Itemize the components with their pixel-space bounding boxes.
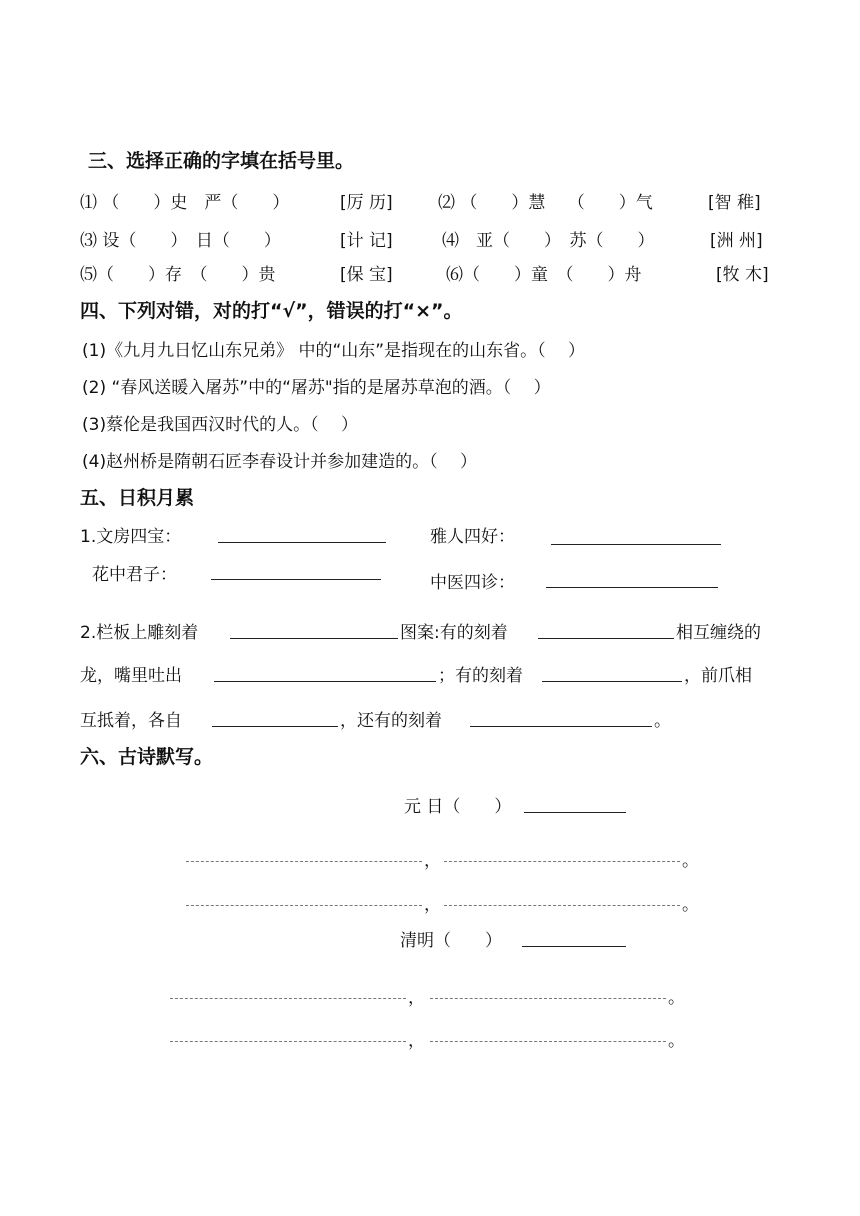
s5-blank-4[interactable] xyxy=(542,663,682,682)
poem-1-period-2: 。 xyxy=(682,895,699,915)
s5-q1c-blank[interactable] xyxy=(211,561,381,580)
poem-2-author-blank[interactable] xyxy=(522,928,626,947)
poem-1-title: 元 日（ ） xyxy=(404,797,512,817)
poem-1-period-1: 。 xyxy=(682,851,699,871)
poem-1-comma-2: ， xyxy=(424,895,441,915)
poem-1-line-2a[interactable] xyxy=(186,887,422,906)
poem-2-line-1b[interactable] xyxy=(430,980,666,999)
s3-row1-right: ⑵ （ ）慧 （ ）气 xyxy=(438,193,653,213)
s5-blank-6[interactable] xyxy=(470,708,652,727)
s4-item-3: (3)蔡伦是我国西汉时代的人。（ ） xyxy=(82,415,358,435)
s5-q1a-label: 1.文房四宝： xyxy=(80,527,182,547)
s5-q1d-blank[interactable] xyxy=(546,569,718,588)
s3-row3-left: ⑸（ ）存 （ ）贵 xyxy=(80,265,276,285)
section-4-title: 四、下列对错，对的打“√”，错误的打“×”。 xyxy=(80,300,463,322)
s3-row2-right-options: [洲 州] xyxy=(710,231,763,251)
s5-p7: 互抵着，各自 xyxy=(80,711,182,731)
s5-p1: 2.栏板上雕刻着 xyxy=(80,623,199,643)
s5-p3: 相互缠绕的 xyxy=(676,623,761,643)
s5-blank-2[interactable] xyxy=(538,620,674,639)
s3-row3-right-options: [牧 木] xyxy=(716,265,769,285)
s5-q1b-blank[interactable] xyxy=(551,526,721,545)
s4-item-2: (2) “春风送暖入屠苏”中的“屠苏"指的是屠苏草泡的酒。（ ） xyxy=(82,378,551,398)
s5-p8: ，还有的刻着 xyxy=(340,711,442,731)
s5-q1d-label: 中医四诊： xyxy=(430,573,515,593)
poem-2-line-2a[interactable] xyxy=(170,1023,406,1042)
s5-blank-3[interactable] xyxy=(214,663,436,682)
s3-row1-left: ⑴ （ ）史 严（ ） xyxy=(80,193,290,213)
s4-item-1: (1)《九月九日忆山东兄弟》 中的“山东”是指现在的山东省。（ ） xyxy=(82,341,586,361)
s5-q1a-blank[interactable] xyxy=(218,524,386,543)
s3-row2-left: ⑶ 设（ ） 日（ ） xyxy=(80,231,281,251)
s5-p5: ；有的刻着 xyxy=(438,666,523,686)
poem-2-title: 清明（ ） xyxy=(400,931,502,951)
poem-1-comma-1: ， xyxy=(424,851,441,871)
section-3-title: 三、选择正确的字填在括号里。 xyxy=(88,150,355,172)
s5-p2: 图案:有的刻着 xyxy=(400,623,508,643)
poem-2-comma-2: ， xyxy=(408,1031,425,1051)
s3-row2-left-options: [计 记] xyxy=(340,231,393,251)
s5-q1b-label: 雅人四好： xyxy=(430,527,515,547)
s5-blank-5[interactable] xyxy=(212,708,338,727)
poem-1-author-blank[interactable] xyxy=(524,794,626,813)
s5-p6: ，前爪相 xyxy=(684,666,752,686)
poem-2-period-1: 。 xyxy=(668,988,685,1008)
s3-row1-left-options: [厉 历] xyxy=(340,193,393,213)
s3-row1-right-options: [智 稚] xyxy=(708,193,761,213)
poem-2-line-1a[interactable] xyxy=(170,980,406,999)
s3-row3-right: ⑹（ ）童 （ ）舟 xyxy=(446,265,642,285)
poem-2-line-2b[interactable] xyxy=(430,1023,666,1042)
s4-item-4: (4)赵州桥是隋朝石匠李春设计并参加建造的。（ ） xyxy=(82,452,477,472)
poem-1-line-1a[interactable] xyxy=(186,843,422,862)
poem-1-line-2b[interactable] xyxy=(444,887,680,906)
s5-p4: 龙，嘴里吐出 xyxy=(80,666,182,686)
s3-row3-left-options: [保 宝] xyxy=(340,265,393,285)
s5-q1c-label: 花中君子： xyxy=(92,565,177,585)
s5-blank-1[interactable] xyxy=(230,620,398,639)
section-6-title: 六、古诗默写。 xyxy=(80,746,214,768)
s3-row2-right: ⑷ 亚（ ） 苏（ ） xyxy=(442,231,655,251)
section-5-title: 五、日积月累 xyxy=(80,487,195,509)
poem-2-comma-1: ， xyxy=(408,988,425,1008)
poem-2-period-2: 。 xyxy=(668,1031,685,1051)
poem-1-line-1b[interactable] xyxy=(444,843,680,862)
s5-p9: 。 xyxy=(654,711,671,731)
